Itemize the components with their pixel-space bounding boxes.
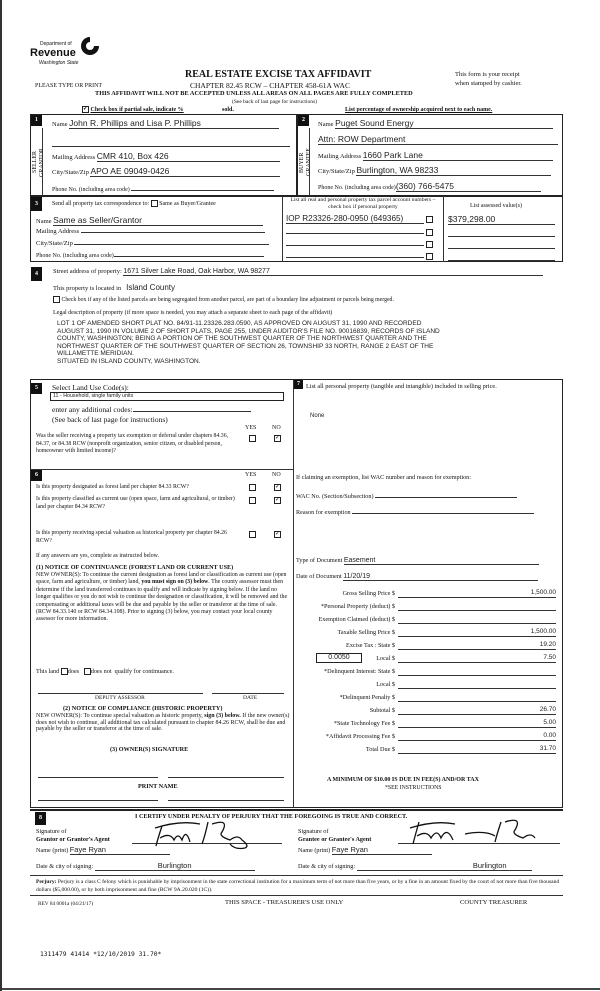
personal-property-checkbox-1[interactable] xyxy=(426,216,433,223)
tax-row-label: Local $ xyxy=(376,655,395,662)
tax-row-label: Exemption Claimed (deduct) $ xyxy=(318,616,395,623)
seller-side-label: SELLER GRANTOR xyxy=(32,148,45,177)
wac-row: WAC No. (Section/Subsection) xyxy=(296,491,517,500)
grantee-agent-label: Grantee or Grantee's Agent xyxy=(298,836,372,843)
perjury-notice: Perjury: Perjury is a class C felony which is punishable by imprisonment in the state correctional institution for a maximum term of not more than five years, or by a fine in an amount fixed by the court of not more than five thousand dollars ($5,000.00), or by both imprisonment and fine (RCW 9A.20.020 (1C)). xyxy=(36,879,560,893)
tax-row-value[interactable]: 0.00 xyxy=(398,732,556,741)
q6-forest-question: Is this property designated as forest land per chapter 84.33 RCW? xyxy=(36,484,189,490)
partial-sale-label: Check box if partial sale, indicate % xyxy=(90,106,184,113)
tax-row-label: *Personal Property (deduct) $ xyxy=(320,603,395,610)
tax-row-value[interactable] xyxy=(398,680,556,689)
street-row: Street address of property: 1671 Silver Lake Road, Oak Harbor, WA 98277 xyxy=(53,268,543,276)
seller-name-line-2[interactable] xyxy=(52,146,290,147)
tax-row-label: Taxable Selling Price $ xyxy=(337,629,395,636)
grantor-agent-label: Grantor or Grantor's Agent xyxy=(36,836,110,843)
tax-row-value[interactable] xyxy=(398,693,556,702)
buyer-mail-field[interactable]: 1660 Park Lane xyxy=(363,150,553,161)
section-8-badge: 8 xyxy=(35,812,46,825)
parcel-row-1 xyxy=(286,214,433,224)
personal-property-checkbox-3[interactable] xyxy=(426,241,433,248)
section-1-badge: 1 xyxy=(31,115,42,126)
tax-row-value[interactable]: 1,500.00 xyxy=(398,589,556,598)
q5-no-header: NO xyxy=(272,425,281,431)
tax-row-label: *Delinquent Penalty $ xyxy=(339,694,395,701)
grantor-city-field[interactable]: Burlington xyxy=(95,861,255,871)
see-instructions-note: *SEE INSTRUCTIONS xyxy=(385,785,442,791)
logo-dept: Department of xyxy=(40,41,72,47)
buyer-name-row-2 xyxy=(318,134,558,145)
section-7-badge: 7 xyxy=(294,380,303,389)
cashier-stamp: 1311479 41414 *12/10/2019 31.70* xyxy=(40,951,162,958)
tax-row-value[interactable] xyxy=(398,602,556,611)
seller-city-row: City/State/Zip APO AE 09049-0426 xyxy=(52,166,280,177)
logo-name: Revenue xyxy=(30,47,76,59)
deputy-assessor-label: DEPUTY ASSESSOR xyxy=(95,695,145,701)
tax-row-label: *Affidavit Processing Fee $ xyxy=(325,733,395,740)
form-revision: REV 84 0001a (04/21/17) xyxy=(38,901,94,907)
tax-row-label: Total Due $ xyxy=(365,746,395,753)
doc-type-field[interactable]: Easement xyxy=(344,557,539,565)
notice-1-title: (1) NOTICE OF CONTINUANCE (FOREST LAND OR CURRENT USE) xyxy=(36,564,234,571)
q6-current-use-no-checkbox[interactable]: ✓ xyxy=(275,497,281,503)
q6-current-use-yes-checkbox[interactable] xyxy=(249,497,256,504)
tax-row-label: *State Technology Fee $ xyxy=(333,720,395,727)
tax-row-value[interactable] xyxy=(398,615,556,624)
q6-forest-yes-checkbox[interactable] xyxy=(249,484,256,491)
tax-row-label: Excise Tax : State $ xyxy=(346,642,395,649)
section-5-badge: 5 xyxy=(31,383,42,394)
same-as-buyer-checkbox[interactable] xyxy=(151,200,158,207)
instructions-note: (See back of last page for instructions) xyxy=(232,99,317,105)
tax-row-value[interactable] xyxy=(398,667,556,676)
buyer-name-row: Name Puget Sound Energy xyxy=(318,118,553,129)
treasurer-use-label: THIS SPACE - TREASURER'S USE ONLY xyxy=(225,899,344,906)
tax-row-value[interactable]: 5.00 xyxy=(398,719,556,728)
tax-row-label: Local $ xyxy=(376,681,395,688)
grantor-date-row: Date & city of signing: Burlington xyxy=(36,861,255,871)
corr-phone-field[interactable] xyxy=(114,250,264,257)
logo-state: Washington State xyxy=(39,60,79,66)
deputy-assessor-signature-line[interactable] xyxy=(38,693,203,694)
grantor-name-field[interactable]: Faye Ryan xyxy=(70,845,170,855)
legal-label: Legal description of property (if more space is needed, you may attach a separate sheet to each page of the affidavit) xyxy=(53,310,333,316)
sold-label: sold. xyxy=(222,107,234,113)
print-name-line-2[interactable] xyxy=(168,800,284,801)
street-field[interactable]: 1671 Silver Lake Road, Oak Harbor, WA 98277 xyxy=(123,268,543,276)
corr-name-row: Name Same as Seller/Grantor xyxy=(36,215,263,226)
parcel-row-3 xyxy=(286,239,433,248)
q6-yes-header: YES xyxy=(245,472,257,478)
print-name-line-1[interactable] xyxy=(38,800,158,801)
buyer-name-field-2[interactable]: Attn: ROW Department xyxy=(318,134,558,145)
partial-sale-checkbox[interactable]: ✓ xyxy=(83,106,89,112)
assessed-header: List assessed value(s) xyxy=(470,203,522,209)
tax-row-label: *Delinquent Interest: State $ xyxy=(324,668,395,675)
doc-date-field[interactable]: 11/20/19 xyxy=(343,573,538,581)
wac-field[interactable] xyxy=(375,491,517,498)
notice-2-text: NEW OWNER(S): To continue special valuation as historic property, sign (3) below. If the new owner(s) does not wish to continue, all additional tax calculated pursuant to chapter 84.26 RCW, shall be due and payable by the seller or transferor at the time of sale. xyxy=(36,713,290,733)
notice-2-title: (2) NOTICE OF COMPLIANCE (HISTORIC PROPERTY) xyxy=(63,705,223,712)
section-4-badge: 4 xyxy=(31,267,42,281)
grantee-city-field[interactable]: Burlington xyxy=(357,861,532,871)
county-treasurer-label: COUNTY TREASURER xyxy=(460,899,528,906)
segregated-checkbox[interactable] xyxy=(53,296,60,303)
additional-codes: enter any additional codes: xyxy=(52,404,251,414)
corr-name-field[interactable]: Same as Seller/Grantor xyxy=(53,215,263,226)
grantor-sig-of: Signature of xyxy=(36,828,67,835)
q6-current-use-question: Is this property classified as current use (open space, farm and agricultural, or timber) land per chapter 84.34 RCW? xyxy=(36,496,235,510)
partial-sale xyxy=(82,106,184,113)
parcel-field-4[interactable] xyxy=(286,251,424,258)
personal-property-checkbox-2[interactable] xyxy=(426,229,433,236)
q5-yes-header: YES xyxy=(245,425,257,431)
print-name-label: PRINT NAME xyxy=(138,783,178,790)
form-title: REAL ESTATE EXCISE TAX AFFIDAVIT xyxy=(185,69,372,80)
grantee-name-row: Name (print) Faye Ryan xyxy=(298,845,432,855)
tax-row-value[interactable]: 7.50 xyxy=(398,654,556,663)
personal-property-label: List all personal property (tangible and intangible) included in selling price. xyxy=(306,383,497,390)
q6-historic-question: Is this property receiving special valuation as historical property per chapter 84.26 RCW? xyxy=(36,530,227,544)
assessor-date-line[interactable] xyxy=(212,693,284,694)
county-row: This property is located in Island County xyxy=(53,283,176,292)
local-rate-field[interactable]: 0.0050 xyxy=(316,653,362,663)
continuance-row: This land does does not qualify for continuance. xyxy=(36,668,174,675)
section-2-badge: 2 xyxy=(298,115,309,126)
county-value: Island County xyxy=(126,283,176,292)
receipt-note-2: when stamped by cashier. xyxy=(455,80,522,87)
section-6-badge: 6 xyxy=(31,470,42,481)
grantor-name-row: Name (print) Faye Ryan xyxy=(36,845,170,855)
seller-phone-row: Phone No. (including area code) xyxy=(52,183,274,193)
assessed-value-field[interactable]: $379,298.00 xyxy=(448,214,555,225)
owner-signature-line-2[interactable] xyxy=(168,777,284,778)
tax-row-value[interactable]: 31.70 xyxy=(398,745,556,754)
does-qualify-checkbox[interactable] xyxy=(61,668,68,675)
seller-name-row: Name John R. Phillips and Lisa P. Phillips xyxy=(52,118,292,129)
q5-exemption-question: Was the seller receiving a property tax exemption or deferral under chapters 84.36, 84.37, or 84.38 RCW (nonprofit organization, senior citizen, or disabled person, homeowner with limited income)? xyxy=(36,433,229,454)
corr-phone-row: Phone No. (including area code) xyxy=(36,250,264,259)
personal-property-checkbox-4[interactable] xyxy=(426,253,433,260)
seller-mail-row: Mailing Address CMR 410, Box 426 xyxy=(52,151,280,162)
additional-codes-field[interactable] xyxy=(133,404,251,412)
ownership-note: List percentage of ownership acquired next to each name. xyxy=(345,107,493,113)
grantee-signature xyxy=(405,816,545,848)
grantee-name-field[interactable]: Faye Ryan xyxy=(332,845,432,855)
certify-statement: I CERTIFY UNDER PENALTY OF PERJURY THAT THE FOREGOING IS TRUE AND CORRECT. xyxy=(135,813,408,820)
correspondence-label: Send all property tax correspondence to: Same as Buyer/Grantee xyxy=(52,200,216,207)
dor-logo xyxy=(30,36,100,72)
segregated-row: Check box if any of the listed parcels are being segregated from another parcel, are part of a boundary line adjustment or parcels being merged. xyxy=(53,296,394,303)
doc-date-row: Date of Document 11/20/19 xyxy=(296,573,538,581)
buyer-side-label: BUYER GRANTEE xyxy=(299,148,312,177)
date-label: DATE xyxy=(243,695,258,701)
type-or-print: PLEASE TYPE OR PRINT xyxy=(35,83,103,89)
owner-signature-line-1[interactable] xyxy=(38,777,158,778)
section-3-badge: 3 xyxy=(31,197,42,211)
logo-mark-icon xyxy=(80,36,100,56)
owner-signature-title: (3) OWNER(S) SIGNATURE xyxy=(110,746,189,753)
personal-property-value[interactable]: None xyxy=(310,413,325,419)
parcel-header: List all real and personal property tax parcel account numbers – check box if personal property xyxy=(290,197,436,210)
if-yes-note: If any answers are yes, complete as instructed below. xyxy=(36,553,159,559)
form-subtitle: CHAPTER 82.45 RCW – CHAPTER 458-61A WAC xyxy=(190,81,350,90)
seller-mail-field[interactable]: CMR 410, Box 426 xyxy=(97,151,280,162)
corr-mail-field[interactable] xyxy=(81,226,265,233)
buyer-mail-row: Mailing Address 1660 Park Lane xyxy=(318,150,553,161)
parcel-field-3[interactable] xyxy=(286,239,424,246)
tax-row-label: Gross Selling Price $ xyxy=(342,590,395,597)
buyer-city-row: City/State/Zip Burlington, WA 98233 xyxy=(318,165,551,176)
q6-historic-no-checkbox[interactable]: ✓ xyxy=(275,531,281,537)
parcel-field-2[interactable] xyxy=(286,227,424,234)
tax-row-value[interactable]: 26.70 xyxy=(398,706,556,715)
q5-no-checkbox[interactable]: ✓ xyxy=(275,435,281,441)
reason-row: Reason for exemption xyxy=(296,507,534,516)
parcel-row-4 xyxy=(286,251,433,260)
legal-description[interactable]: LOT 1 OF AMENDED SHORT PLAT NO. 84/91-11.23326.283.0590, AS APPROVED ON AUGUST 31, 1990 AND RECORDED AUGUST 31, 1990 IN VOLUME 2 OF SHORT PLATS, PAGE 255, UNDER AUDITOR'S FILE NO. 90016839, RECORDS OF ISLAND COUNTY, WASHINGTON; BEING A PORTION OF THE SOUTHWEST QUARTER OF THE NORTHWEST QUARTER AND THE NORTHWEST QUARTER OF THE SOUTHWEST QUARTER OF SECTION 26, TOWNSHIP 33 NORTH, RANGE 2 EAST OF THE WILLAMETTE MERIDIAN. SITUATED IN ISLAND COUNTY, WASHINGTON. xyxy=(57,320,440,365)
tax-row-value[interactable]: 19.20 xyxy=(398,641,556,650)
grantee-sig-of: Signature of xyxy=(298,828,329,835)
q6-forest-no-checkbox[interactable]: ✓ xyxy=(275,484,281,490)
parcel-field[interactable]: IOP R23326-280-0950 (649365) xyxy=(286,214,424,224)
q6-no-header: NO xyxy=(272,472,281,478)
q5-yes-checkbox[interactable] xyxy=(249,435,256,442)
tax-row-label: Subtotal $ xyxy=(369,707,395,714)
grantee-date-row: Date & city of signing: Burlington xyxy=(298,861,532,871)
corr-mail-row: Mailing Address xyxy=(36,226,265,235)
land-use-code-select[interactable]: 11 - Household, single family units xyxy=(50,392,284,401)
land-use-instructions: (See back of last page for instructions) xyxy=(52,415,168,424)
receipt-note-1: This form is your receipt xyxy=(455,71,520,78)
q6-historic-yes-checkbox[interactable] xyxy=(249,531,256,538)
notice-1-text: NEW OWNER(S): To continue the current designation as forest land or classification as current use (open space, farm and agriculture, or timber) land, you must sign on (3) below. The county assessor must then determine if the land transferred continues to qualify and will indicate by signing below. If the land no longer qualifies or you do not wish to continue the designation or classification, it will be removed and the compensating or additional taxes will be due and payable by the seller or transferor at the time of sale. (RCW 84.33.140 or RCW 84.34.108). Prior to signing (3) below, you may contact your local county assessor for more information. xyxy=(36,572,288,623)
seller-phone-field[interactable] xyxy=(131,183,274,191)
doc-type-row: Type of Document Easement xyxy=(296,557,539,565)
buyer-phone-field[interactable]: (360) 766-5475 xyxy=(396,181,541,192)
minimum-due-note: A MINIMUM OF $10.00 IS DUE IN FEE(S) AND/OR TAX xyxy=(327,777,479,783)
land-use-label: Select Land Use Code(s): xyxy=(52,383,129,392)
buyer-phone-row: Phone No. (including area code)(360) 766-5475 xyxy=(318,181,541,192)
buyer-name-field[interactable]: Puget Sound Energy xyxy=(335,118,553,129)
buyer-city-field[interactable]: Burlington, WA 98233 xyxy=(356,165,551,176)
seller-name-field[interactable]: John R. Phillips and Lisa P. Phillips xyxy=(69,118,279,129)
corr-city-row: City/State/Zip xyxy=(36,238,269,247)
tax-row-value[interactable]: 1,500.00 xyxy=(398,628,556,637)
exemption-label: If claiming an exemption, list WAC number and reason for exemption: xyxy=(296,474,471,481)
seller-city-field[interactable]: APO AE 09049-0426 xyxy=(90,166,280,177)
warning-text: THIS AFFIDAVIT WILL NOT BE ACCEPTED UNLESS ALL AREAS ON ALL PAGES ARE FULLY COMPLETED xyxy=(95,90,413,97)
parcel-row-2 xyxy=(286,227,433,236)
does-not-qualify-checkbox[interactable] xyxy=(84,668,91,675)
reason-field[interactable] xyxy=(352,507,534,514)
corr-city-field[interactable] xyxy=(74,238,269,245)
